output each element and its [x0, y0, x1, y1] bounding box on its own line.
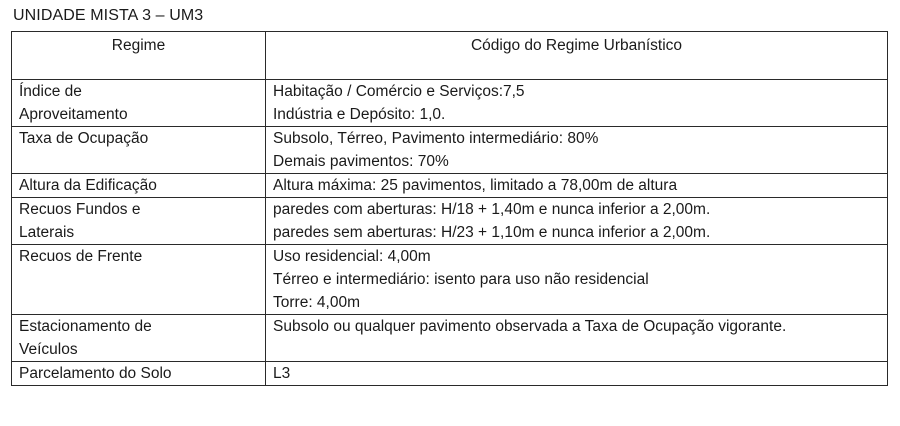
codigo-cell: [266, 80, 888, 127]
table-row: [12, 198, 888, 245]
table-row: [12, 362, 888, 386]
header-codigo: Código do Regime Urbanístico: [266, 32, 888, 80]
table-row: [12, 127, 888, 174]
regime-cell: [12, 198, 266, 245]
regime-text: Aproveitamento: [19, 106, 128, 123]
regime-cell: [12, 174, 266, 198]
regime-text: Recuos de Frente: [19, 248, 143, 265]
regime-table: [11, 31, 888, 386]
codigo-text: Uso residencial: 4,00m: [273, 248, 431, 265]
codigo-text: Torre: 4,00m: [273, 294, 361, 311]
regime-cell: [12, 245, 266, 315]
regime-cell: [12, 362, 266, 386]
codigo-cell: [266, 198, 888, 245]
regime-text: Recuos Fundos e: [19, 201, 141, 218]
codigo-text: Indústria e Depósito: 1,0.: [273, 106, 446, 123]
codigo-text: Habitação / Comércio e Serviços:7,5: [273, 83, 525, 100]
codigo-cell: [266, 174, 888, 198]
regime-text: Veículos: [19, 341, 78, 358]
codigo-text: paredes sem aberturas: H/23 + 1,10m e nunca inferior a 2,00m.: [273, 224, 711, 241]
regime-cell: [12, 80, 266, 127]
table-row: [12, 80, 888, 127]
table-row: [12, 245, 888, 315]
regime-text: Estacionamento de: [19, 318, 152, 335]
codigo-cell: [266, 245, 888, 315]
regime-text: Altura da Edificação: [19, 177, 157, 194]
regime-text: Laterais: [19, 224, 75, 241]
codigo-text: Subsolo ou qualquer pavimento observada a Taxa de Ocupação vigorante.: [273, 318, 787, 335]
regime-text: Índice de: [19, 83, 82, 100]
table-row: [12, 315, 888, 362]
codigo-cell: [266, 315, 888, 362]
codigo-text: Subsolo, Térreo, Pavimento intermediário: 80%: [273, 130, 599, 147]
codigo-text: L3: [273, 365, 291, 382]
regime-text: Parcelamento do Solo: [19, 365, 172, 382]
table-row: [12, 174, 888, 198]
regime-text: Taxa de Ocupação: [19, 130, 149, 147]
codigo-text: Térreo e intermediário: isento para uso não residencial: [273, 271, 649, 288]
codigo-text: paredes com aberturas: H/18 + 1,40m e nunca inferior a 2,00m.: [273, 201, 711, 218]
codigo-cell: [266, 362, 888, 386]
header-regime: Regime: [12, 32, 266, 80]
document-title: UNIDADE MISTA 3 – UM3: [13, 7, 204, 24]
codigo-text: Demais pavimentos: 70%: [273, 153, 449, 170]
table-header-row: [12, 32, 888, 80]
codigo-cell: [266, 127, 888, 174]
codigo-text: Altura máxima: 25 pavimentos, limitado a 78,00m de altura: [273, 177, 678, 194]
regime-cell: [12, 315, 266, 362]
regime-cell: [12, 127, 266, 174]
